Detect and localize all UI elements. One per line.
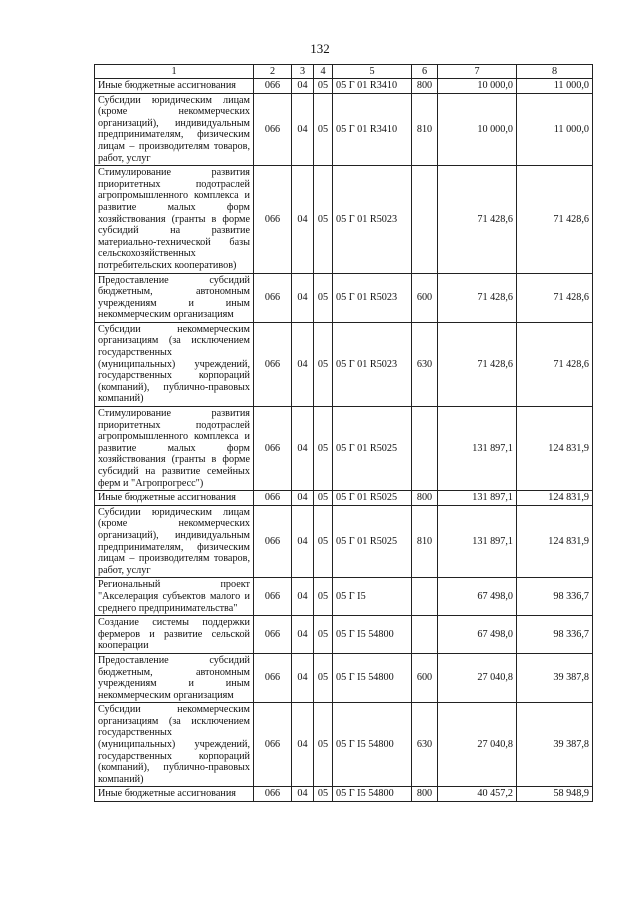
- row-name-cell: Субсидии некоммерческим организациям (за исключением государственных (муниципальных) учреждений, государственных корпораций (компаний), публично-правовых компаний): [95, 322, 254, 406]
- subsection-code-cell: 05: [314, 407, 333, 491]
- table-row: [95, 703, 593, 787]
- target-article-cell: 05 Г 01 R5025: [333, 505, 412, 578]
- row-name-cell: Субсидии юридическим лицам (кроме некоммерческих организаций), индивидуальным предпринимателям, физическим лицам – производителям товаров, работ, услуг: [95, 93, 254, 166]
- row-name-cell: Субсидии некоммерческим организациям (за исключением государственных (муниципальных) учреждений, государственных корпораций (компаний), публично-правовых компаний): [95, 703, 254, 787]
- row-name-cell: Стимулирование развития приоритетных подотраслей агропромышленного комплекса и развитие малых форм хозяйствования (гранты в форме субсидий на развитие семейных ферм и "Агропрогресс"): [95, 407, 254, 491]
- target-article-cell: 05 Г I5 54800: [333, 653, 412, 702]
- amount-year1-cell: 67 498,0: [438, 616, 517, 654]
- table-row: [95, 93, 593, 166]
- amount-year1-cell: 10 000,0: [438, 93, 517, 166]
- admin-code-cell: 066: [254, 505, 292, 578]
- admin-code-cell: 066: [254, 322, 292, 406]
- target-article-cell: 05 Г I5: [333, 578, 412, 616]
- admin-code-cell: 066: [254, 578, 292, 616]
- column-header: 8: [517, 65, 593, 79]
- admin-code-cell: 066: [254, 491, 292, 506]
- target-article-cell: 05 Г 01 R5023: [333, 322, 412, 406]
- admin-code-cell: 066: [254, 273, 292, 322]
- admin-code-cell: 066: [254, 93, 292, 166]
- table-row: [95, 616, 593, 654]
- subsection-code-cell: 05: [314, 505, 333, 578]
- subsection-code-cell: 05: [314, 166, 333, 273]
- table-row: [95, 273, 593, 322]
- row-name-cell: Региональный проект "Акселерация субъектов малого и среднего предпринимательства": [95, 578, 254, 616]
- target-article-cell: 05 Г 01 R3410: [333, 93, 412, 166]
- row-name-cell: Предоставление субсидий бюджетным, автономным учреждениям и иным некоммерческим организациям: [95, 653, 254, 702]
- amount-year1-cell: 27 040,8: [438, 653, 517, 702]
- table-row: [95, 787, 593, 802]
- section-code-cell: 04: [292, 787, 314, 802]
- row-name-cell: Предоставление субсидий бюджетным, автономным учреждениям и иным некоммерческим организациям: [95, 273, 254, 322]
- table-row: [95, 578, 593, 616]
- expense-type-cell: [412, 166, 438, 273]
- table-row: [95, 79, 593, 94]
- section-code-cell: 04: [292, 273, 314, 322]
- amount-year2-cell: 58 948,9: [517, 787, 593, 802]
- subsection-code-cell: 05: [314, 578, 333, 616]
- amount-year1-cell: 131 897,1: [438, 491, 517, 506]
- subsection-code-cell: 05: [314, 491, 333, 506]
- section-code-cell: 04: [292, 653, 314, 702]
- table-header-row: [95, 65, 593, 79]
- section-code-cell: 04: [292, 491, 314, 506]
- table-body: [95, 79, 593, 802]
- table-row: [95, 505, 593, 578]
- section-code-cell: 04: [292, 79, 314, 94]
- expense-type-cell: [412, 407, 438, 491]
- subsection-code-cell: 05: [314, 616, 333, 654]
- target-article-cell: 05 Г 01 R5025: [333, 491, 412, 506]
- target-article-cell: 05 Г 01 R3410: [333, 79, 412, 94]
- admin-code-cell: 066: [254, 79, 292, 94]
- section-code-cell: 04: [292, 166, 314, 273]
- amount-year1-cell: 10 000,0: [438, 79, 517, 94]
- section-code-cell: 04: [292, 703, 314, 787]
- amount-year1-cell: 67 498,0: [438, 578, 517, 616]
- subsection-code-cell: 05: [314, 79, 333, 94]
- admin-code-cell: 066: [254, 407, 292, 491]
- target-article-cell: 05 Г I5 54800: [333, 787, 412, 802]
- amount-year1-cell: 27 040,8: [438, 703, 517, 787]
- admin-code-cell: 066: [254, 616, 292, 654]
- section-code-cell: 04: [292, 616, 314, 654]
- admin-code-cell: 066: [254, 166, 292, 273]
- amount-year2-cell: 124 831,9: [517, 505, 593, 578]
- expense-type-cell: 600: [412, 653, 438, 702]
- amount-year2-cell: 11 000,0: [517, 93, 593, 166]
- column-header: 3: [292, 65, 314, 79]
- table-row: [95, 407, 593, 491]
- subsection-code-cell: 05: [314, 787, 333, 802]
- amount-year2-cell: 71 428,6: [517, 166, 593, 273]
- amount-year2-cell: 39 387,8: [517, 703, 593, 787]
- page-number: 132: [310, 41, 330, 56]
- expense-type-cell: [412, 578, 438, 616]
- subsection-code-cell: 05: [314, 322, 333, 406]
- subsection-code-cell: 05: [314, 653, 333, 702]
- expense-type-cell: 600: [412, 273, 438, 322]
- row-name-cell: Иные бюджетные ассигнования: [95, 787, 254, 802]
- table-row: [95, 322, 593, 406]
- table-row: [95, 653, 593, 702]
- amount-year2-cell: 98 336,7: [517, 616, 593, 654]
- row-name-cell: Субсидии юридическим лицам (кроме некоммерческих организаций), индивидуальным предпринимателям, физическим лицам – производителям товаров, работ, услуг: [95, 505, 254, 578]
- expense-type-cell: 810: [412, 93, 438, 166]
- amount-year1-cell: 71 428,6: [438, 322, 517, 406]
- target-article-cell: 05 Г 01 R5023: [333, 273, 412, 322]
- target-article-cell: 05 Г I5 54800: [333, 616, 412, 654]
- expense-type-cell: 800: [412, 491, 438, 506]
- amount-year2-cell: 39 387,8: [517, 653, 593, 702]
- column-header: 1: [95, 65, 254, 79]
- expense-type-cell: 630: [412, 322, 438, 406]
- section-code-cell: 04: [292, 505, 314, 578]
- amount-year2-cell: 124 831,9: [517, 407, 593, 491]
- section-code-cell: 04: [292, 407, 314, 491]
- column-header: 6: [412, 65, 438, 79]
- section-code-cell: 04: [292, 93, 314, 166]
- amount-year1-cell: 131 897,1: [438, 505, 517, 578]
- subsection-code-cell: 05: [314, 273, 333, 322]
- amount-year1-cell: 40 457,2: [438, 787, 517, 802]
- amount-year1-cell: 71 428,6: [438, 273, 517, 322]
- column-header: 5: [333, 65, 412, 79]
- table-row: [95, 491, 593, 506]
- row-name-cell: Иные бюджетные ассигнования: [95, 491, 254, 506]
- column-header: 4: [314, 65, 333, 79]
- target-article-cell: 05 Г 01 R5025: [333, 407, 412, 491]
- expense-type-cell: [412, 616, 438, 654]
- section-code-cell: 04: [292, 578, 314, 616]
- target-article-cell: 05 Г I5 54800: [333, 703, 412, 787]
- row-name-cell: Создание системы поддержки фермеров и развитие сельской кооперации: [95, 616, 254, 654]
- amount-year2-cell: 71 428,6: [517, 322, 593, 406]
- subsection-code-cell: 05: [314, 703, 333, 787]
- admin-code-cell: 066: [254, 787, 292, 802]
- amount-year2-cell: 11 000,0: [517, 79, 593, 94]
- subsection-code-cell: 05: [314, 93, 333, 166]
- section-code-cell: 04: [292, 322, 314, 406]
- expense-type-cell: 800: [412, 787, 438, 802]
- target-article-cell: 05 Г 01 R5023: [333, 166, 412, 273]
- amount-year1-cell: 71 428,6: [438, 166, 517, 273]
- amount-year2-cell: 98 336,7: [517, 578, 593, 616]
- amount-year1-cell: 131 897,1: [438, 407, 517, 491]
- column-header: 7: [438, 65, 517, 79]
- row-name-cell: Иные бюджетные ассигнования: [95, 79, 254, 94]
- admin-code-cell: 066: [254, 653, 292, 702]
- expense-type-cell: 630: [412, 703, 438, 787]
- row-name-cell: Стимулирование развития приоритетных подотраслей агропромышленного комплекса и развитие малых форм хозяйствования (гранты в форме субсидий на развитие материально-технической базы сельскохозяйственных потребительских кооперативов): [95, 166, 254, 273]
- amount-year2-cell: 71 428,6: [517, 273, 593, 322]
- expense-type-cell: 800: [412, 79, 438, 94]
- column-header: 2: [254, 65, 292, 79]
- expense-type-cell: 810: [412, 505, 438, 578]
- budget-table: [94, 64, 593, 802]
- admin-code-cell: 066: [254, 703, 292, 787]
- table-row: [95, 166, 593, 273]
- amount-year2-cell: 124 831,9: [517, 491, 593, 506]
